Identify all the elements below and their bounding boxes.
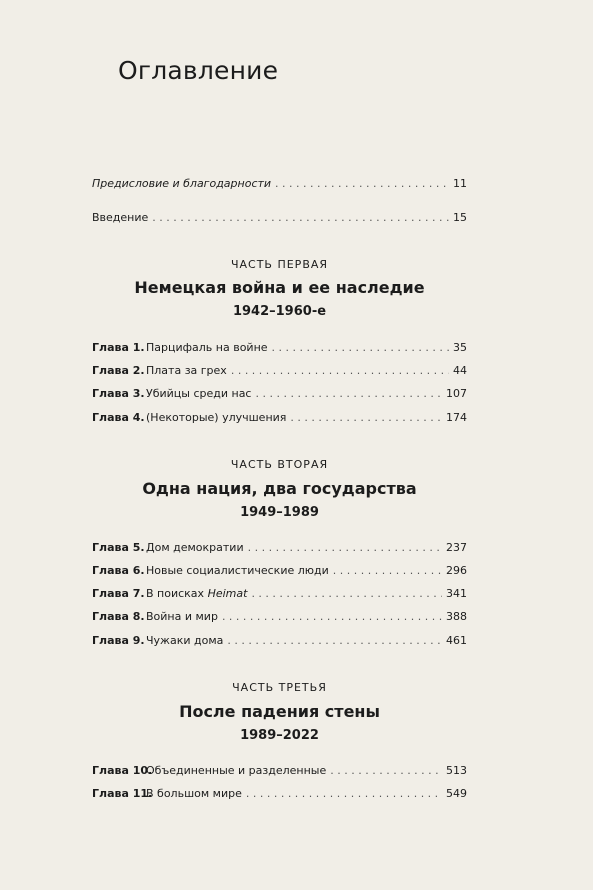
dot-leader bbox=[255, 387, 442, 401]
dot-leader bbox=[246, 787, 442, 801]
toc-chapter bbox=[92, 411, 467, 425]
chapter-page: 44 bbox=[453, 364, 467, 377]
dot-leader bbox=[227, 634, 442, 648]
chapter-page: 341 bbox=[446, 587, 467, 600]
entry-title: Введение bbox=[92, 211, 149, 224]
part-label: ЧАСТЬ ПЕРВАЯ bbox=[230, 258, 329, 271]
entry-page: 11 bbox=[453, 177, 467, 190]
toc-entry-preface bbox=[92, 177, 467, 191]
chapter-page: 513 bbox=[446, 764, 467, 777]
toc-chapter bbox=[92, 610, 467, 624]
dot-leader bbox=[231, 364, 449, 378]
chapter-number: Глава 10. bbox=[92, 764, 153, 777]
part-title: Немецкая война и ее наследие bbox=[134, 278, 425, 297]
toc-chapter bbox=[92, 564, 467, 578]
chapter-title: Новые социалистические люди bbox=[146, 564, 329, 577]
part-label: ЧАСТЬ ТРЕТЬЯ bbox=[232, 681, 327, 694]
part-label: ЧАСТЬ ВТОРАЯ bbox=[230, 458, 329, 471]
dot-leader bbox=[272, 341, 449, 355]
chapter-number: Глава 5. bbox=[92, 541, 145, 554]
toc-chapter bbox=[92, 541, 467, 555]
chapter-number: Глава 1. bbox=[92, 341, 145, 354]
toc-chapter bbox=[92, 341, 467, 355]
toc-chapter bbox=[92, 764, 467, 778]
dot-leader bbox=[330, 764, 442, 778]
chapter-page: 549 bbox=[446, 787, 467, 800]
chapter-title-italic: Heimat bbox=[207, 587, 248, 600]
dot-leader bbox=[290, 411, 442, 425]
dot-leader bbox=[333, 564, 442, 578]
chapter-number: Глава 11. bbox=[92, 787, 153, 800]
toc-chapter bbox=[92, 787, 467, 801]
chapter-number: Глава 8. bbox=[92, 610, 145, 623]
chapter-title bbox=[146, 587, 247, 601]
dot-leader bbox=[222, 610, 442, 624]
chapter-page: 107 bbox=[446, 387, 467, 400]
chapter-title: Плата за грех bbox=[146, 364, 227, 377]
chapter-title: Война и мир bbox=[146, 610, 218, 623]
chapter-title-prefix: В поисках bbox=[146, 587, 208, 600]
chapter-number: Глава 4. bbox=[92, 411, 145, 424]
toc-chapter bbox=[92, 387, 467, 401]
dot-leader bbox=[152, 211, 449, 225]
chapter-title: (Некоторые) улучшения bbox=[146, 411, 287, 424]
part-years: 1942–1960-е bbox=[232, 304, 327, 319]
toc-chapter bbox=[92, 587, 467, 601]
toc-chapter bbox=[92, 364, 467, 378]
chapter-page: 174 bbox=[446, 411, 467, 424]
chapter-number: Глава 3. bbox=[92, 387, 145, 400]
toc-chapter bbox=[92, 634, 467, 648]
part-years: 1949–1989 bbox=[240, 505, 319, 520]
part-title: Одна нация, два государства bbox=[142, 479, 417, 498]
chapter-number: Глава 6. bbox=[92, 564, 145, 577]
entry-page: 15 bbox=[453, 211, 467, 224]
chapter-page: 35 bbox=[453, 341, 467, 354]
dot-leader bbox=[248, 541, 442, 555]
dot-leader bbox=[275, 177, 449, 191]
part-years: 1989–2022 bbox=[240, 728, 319, 743]
toc-entry-introduction bbox=[92, 211, 467, 225]
chapter-number: Глава 9. bbox=[92, 634, 145, 647]
chapter-title: В большом мире bbox=[146, 787, 242, 800]
chapter-number: Глава 7. bbox=[92, 587, 145, 600]
chapter-title: Дом демократии bbox=[146, 541, 244, 554]
chapter-page: 237 bbox=[446, 541, 467, 554]
chapter-title: Объединенные и разделенные bbox=[146, 764, 327, 777]
chapter-title: Чужаки дома bbox=[146, 634, 224, 647]
part-title: После падения стены bbox=[179, 702, 380, 721]
dot-leader bbox=[251, 587, 442, 601]
entry-title: Предисловие и благодарности bbox=[92, 177, 272, 190]
chapter-page: 388 bbox=[446, 610, 467, 623]
chapter-number: Глава 2. bbox=[92, 364, 145, 377]
chapter-title: Парцифаль на войне bbox=[146, 341, 268, 354]
chapter-page: 461 bbox=[446, 634, 467, 647]
toc-title: Оглавление bbox=[118, 56, 279, 85]
chapter-title: Убийцы среди нас bbox=[146, 387, 252, 400]
chapter-page: 296 bbox=[446, 564, 467, 577]
